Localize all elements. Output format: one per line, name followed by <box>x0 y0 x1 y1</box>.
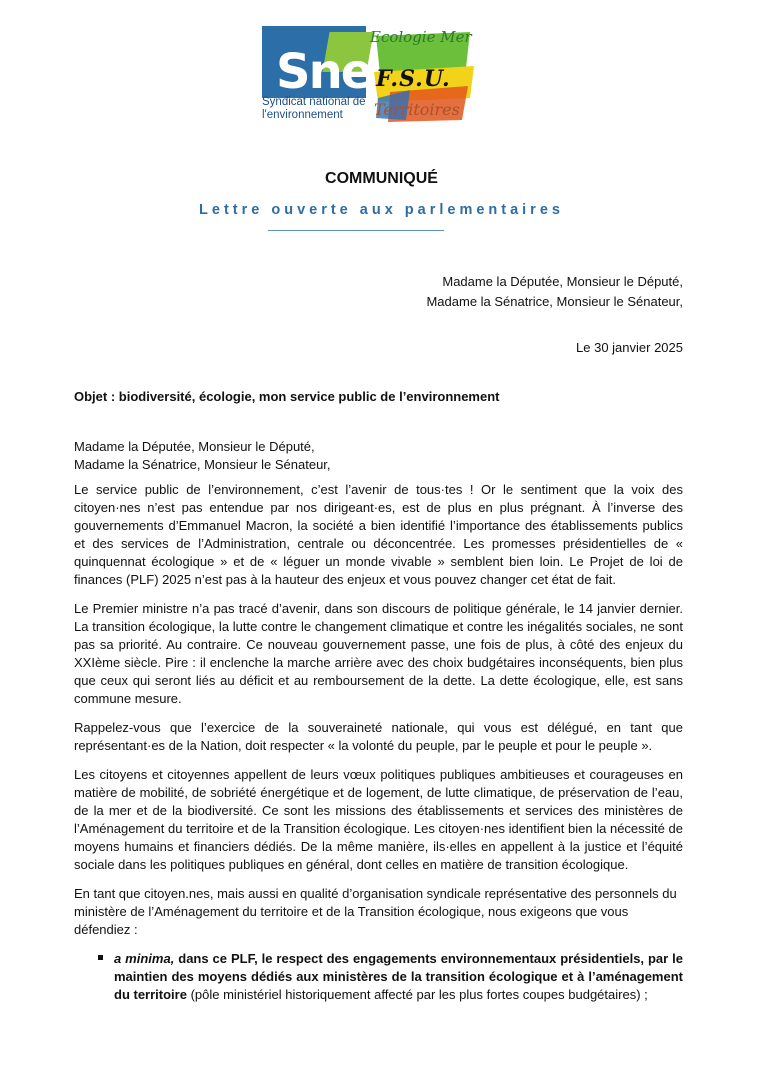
salutation-line-1: Madame la Députée, Monsieur le Député, <box>74 439 315 454</box>
paragraph-4: Les citoyens et citoyennes appellent de leurs vœux politiques publiques ambitieuses et courageuses en matière de mobilité, de sobriété énergétique et de logement, de lutte climatique, de préservation de l’eau, de la mer et de la biodiversité. Ce sont les missions des établissements et services des ministères de l’Aménagement du territoire et de la Transition écologique. Les citoyen·nes identifient bien la nécessité de moyens humains et financiers dédiés. De la même manière, ils·elles en appellent à la justice et l’équité sociale dans les politiques publiques en général, dont celles en matière de transition écologique. <box>74 767 683 872</box>
paragraph-1: Le service public de l’environnement, c’est l’avenir de tous·tes ! Or le sentiment que la voix des citoyen·nes n’est pas entendue par nos dirigeant·es, est de plus en plus prégnant. À l’inverse des gouvernements d’Emmanuel Macron, la société a bien identifié l’importance des établissements publics et des services de l’Administration, centrale ou déconcentrée. Les promesses présidentielles de « quinquennat écologique » et de « léguer un monde vivable » semblent bien loin. Le Projet de loi de finances (PLF) 2025 n’est pas à la hauteur des enjeux et vous pouvez changer cet état de fait. <box>74 482 683 587</box>
recipient-address <box>426 272 683 312</box>
sne-subtitle-line-2: l'environnement <box>262 109 343 121</box>
sne-logo <box>262 26 372 100</box>
fsu-logo <box>370 28 480 124</box>
address-line-1: Madame la Députée, Monsieur le Député, <box>442 274 683 289</box>
sne-logo-subtitle <box>262 96 374 122</box>
document-subtitle: Lettre ouverte aux parlementaires <box>199 202 564 218</box>
title-divider <box>268 230 444 231</box>
paragraph-3: Rappelez-vous que l’exercice de la souveraineté nationale, qui vous est délégué, en tant que représentant·es de la Nation, doit respecter « la volonté du peuple, par le peuple et pour le peuple ». <box>74 720 683 753</box>
letter-date: Le 30 janvier 2025 <box>576 340 683 355</box>
logos-header <box>258 12 488 124</box>
bullet-1-bold: dans ce PLF, le respect des engagements environnementaux présidentiels, par le maintien des moyens dédiés aux ministères de la transition écologique et à l’aménagement du territoire <box>114 951 684 1002</box>
bullet-1-normal: (pôle ministériel historiquement affecté par les plus fortes coupes budgétaires) ; <box>186 987 648 1002</box>
bullet-1-italic: a minima, <box>114 951 175 966</box>
letter-object: Objet : biodiversité, écologie, mon service public de l’environnement <box>74 389 500 404</box>
demands-list <box>74 950 683 1004</box>
address-line-2: Madame la Sénatrice, Monsieur le Sénateur, <box>426 294 683 309</box>
sne-logo-word: Sne <box>276 44 372 100</box>
paragraph-2: Le Premier ministre n’a pas tracé d’avenir, dans son discours de politique générale, le 14 janvier dernier. La transition écologique, la lutte contre le changement climatique et contre les inégalités sociales, ne sont pas sa priorité. Au contraire. Ce nouveau gouvernement passe, une fois de plus, à côté des enjeux du XXIème siècle. Pire : il enclenche la marche arrière avec des choix budgétaires inconséquents, bien plus que ceux qui seront liés au déficit et au remboursement de la dette. La dette écologique, elle, est sans commune mesure. <box>74 601 683 706</box>
salutation-line-2: Madame la Sénatrice, Monsieur le Sénateur, <box>74 457 331 472</box>
fsu-logo-main-text: F.S.U. <box>376 66 451 92</box>
bullet-square-icon <box>98 955 103 960</box>
fsu-logo-bottom-text: Territoires <box>374 100 460 119</box>
letter-body <box>74 481 683 1004</box>
document-title: COMMUNIQUÉ <box>325 170 438 187</box>
paragraph-5: En tant que citoyen.nes, mais aussi en qualité d’organisation syndicale représentative des personnels du ministère de l’Aménagement du territoire et de la Transition écologique, nous exigeons que vous défendiez : <box>74 886 677 937</box>
sne-subtitle-line-1: Syndicat national de <box>262 96 366 108</box>
salutation <box>74 438 331 474</box>
fsu-logo-top-text: Ecologie Mer <box>370 28 472 46</box>
list-item <box>74 950 683 1004</box>
